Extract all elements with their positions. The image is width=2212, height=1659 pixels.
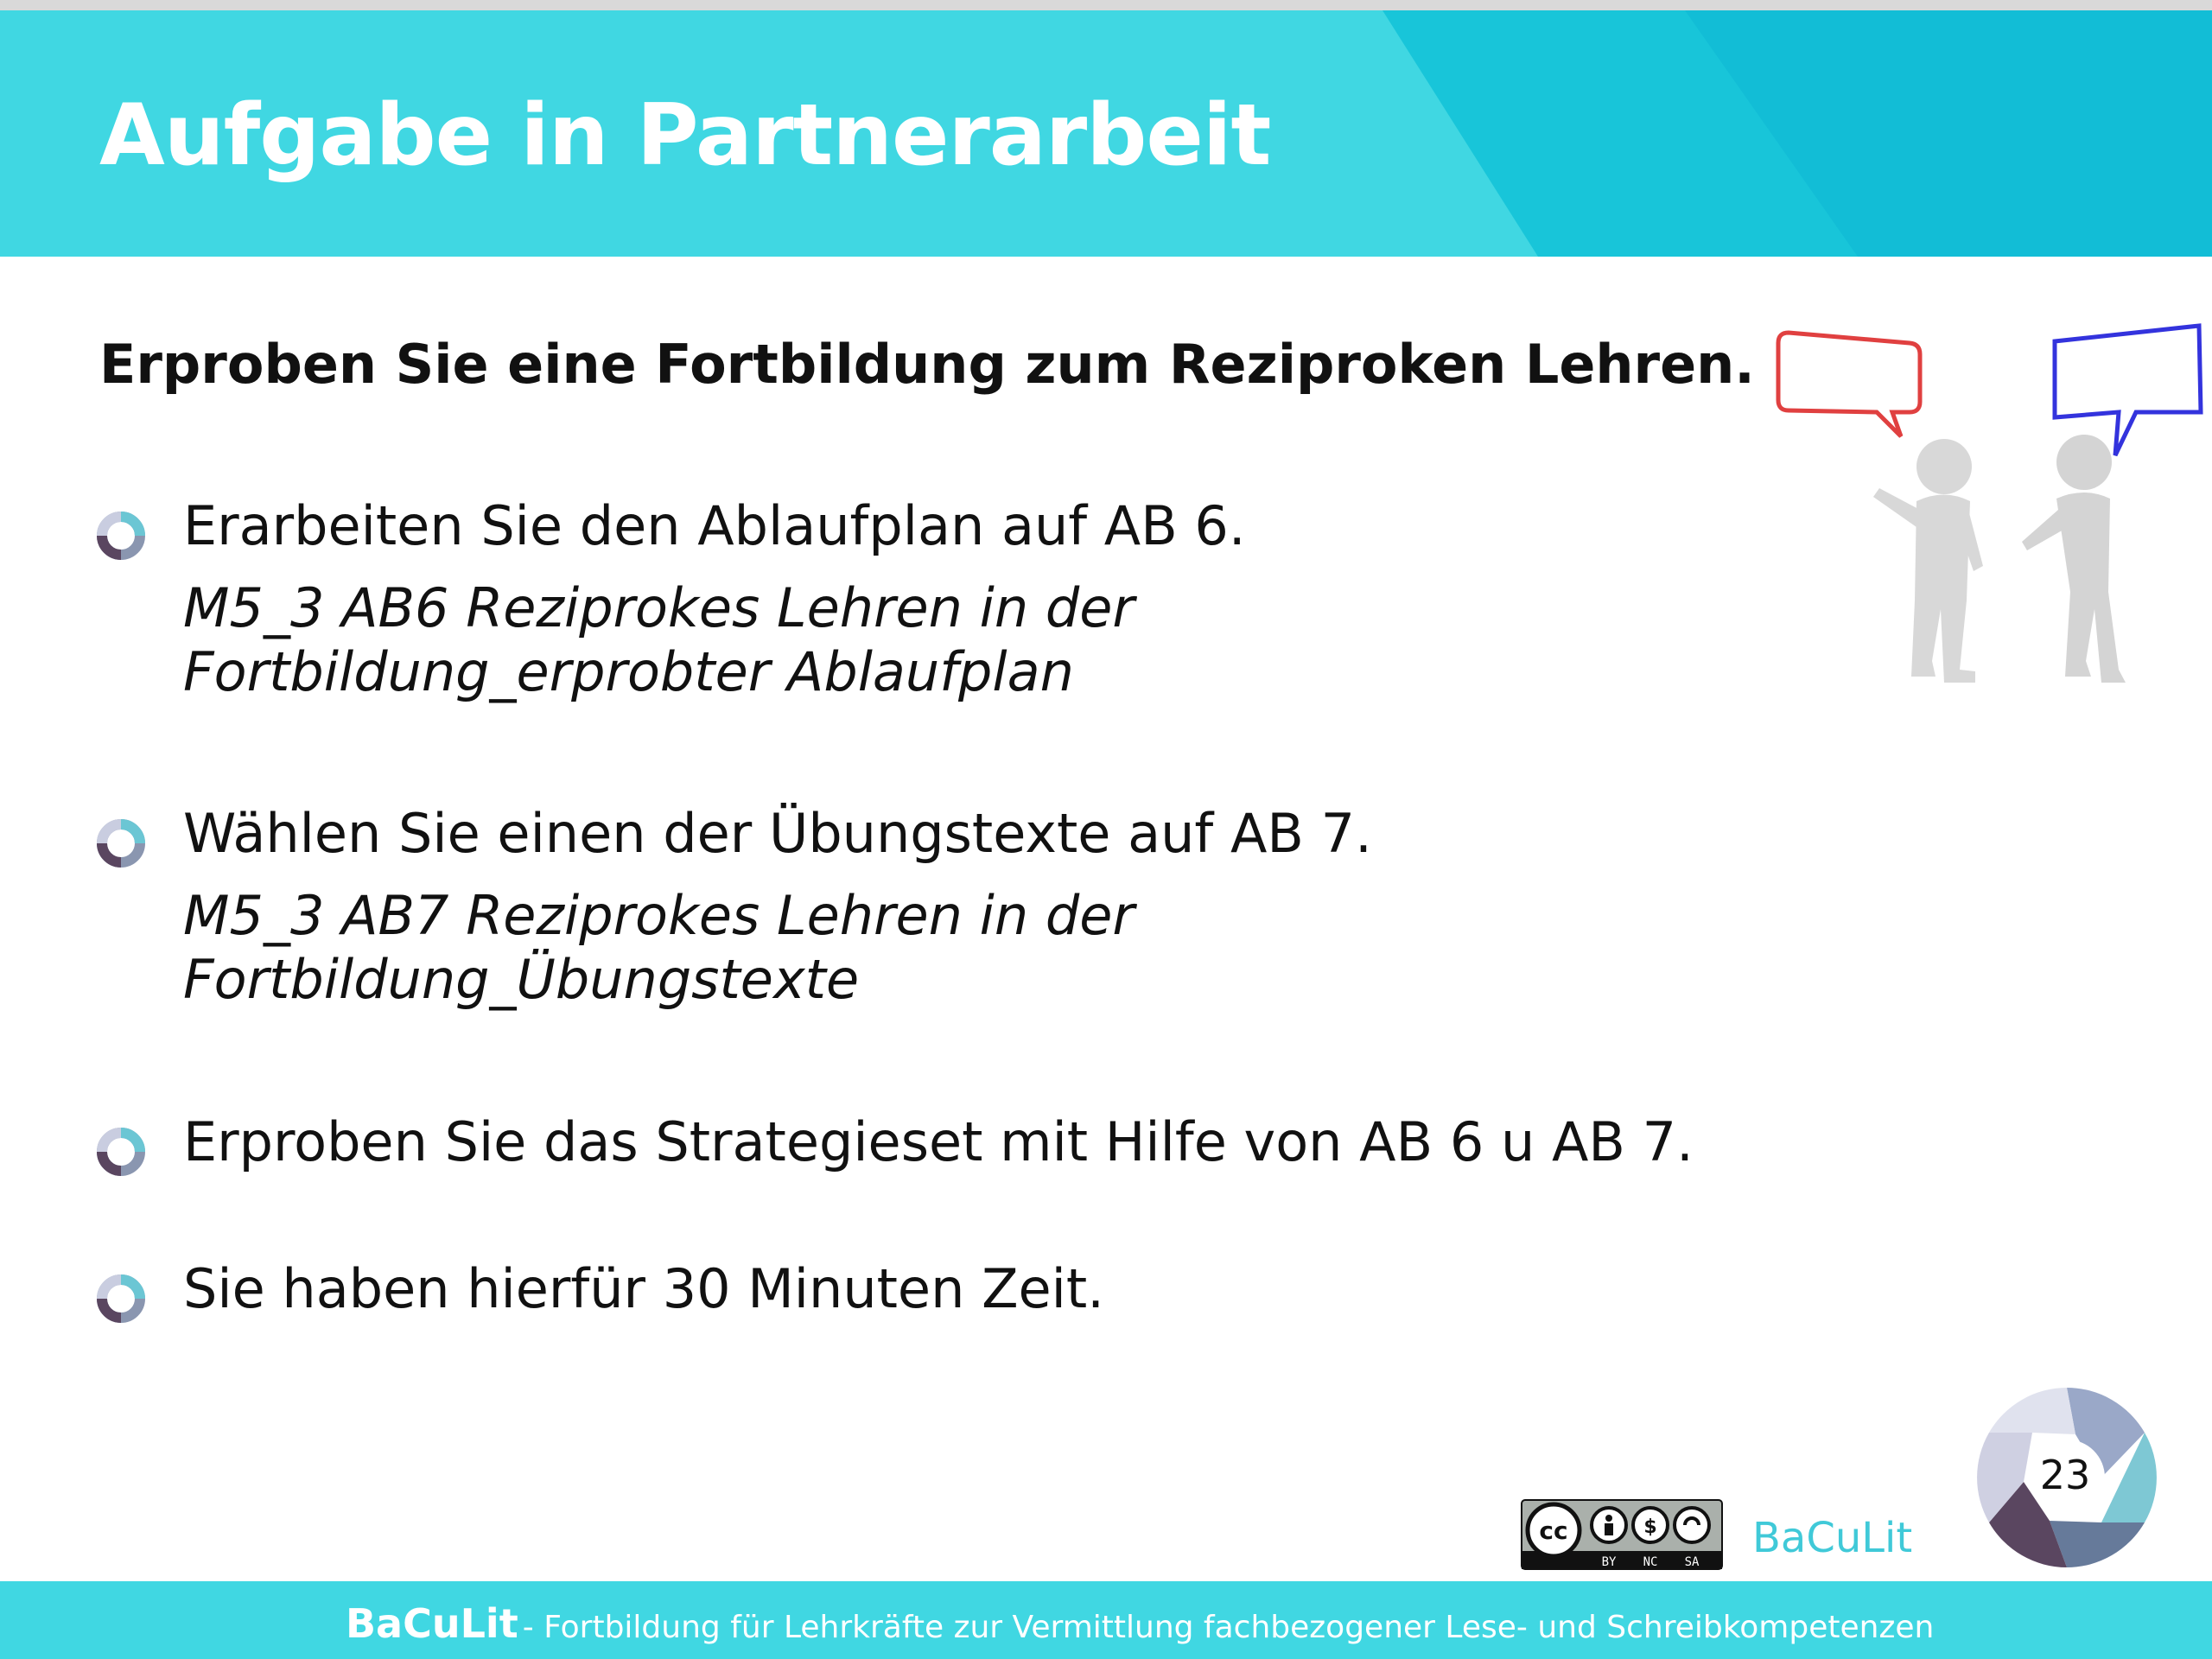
figure-right [2022, 435, 2126, 683]
people-talking-illustration [1763, 315, 2212, 696]
svg-text:NC: NC [1643, 1555, 1658, 1569]
figure-left [1873, 439, 1983, 683]
slide-title: Aufgabe in Partnerarbeit [99, 86, 1271, 185]
svg-text:SA: SA [1684, 1555, 1700, 1569]
svg-text:$: $ [1643, 1516, 1657, 1538]
bullet-reference [183, 884, 1135, 1012]
speech-bubble-left [1778, 333, 1920, 436]
bullet-text: Wählen Sie einen der Übungstexte auf AB 7. [183, 802, 1372, 865]
reference-line: M5_3 AB6 Reziprokes Lehren in der [183, 576, 1135, 639]
slide-footer [0, 1581, 2212, 1659]
bullet-ring-icon [95, 1126, 147, 1178]
bullet-ring-icon [95, 817, 147, 869]
top-border [0, 0, 2212, 10]
page-number: 23 [2039, 1452, 2091, 1498]
footer-description: - Fortbildung für Lehrkräfte zur Vermittlung fachbezogener Lese- und Schreibkompetenzen [522, 1610, 1935, 1645]
bullet-text: Erproben Sie das Strategieset mit Hilfe von AB 6 u AB 7. [183, 1110, 1694, 1173]
slide-header [0, 10, 2212, 257]
bullet-reference [183, 576, 1135, 704]
svg-text:BY: BY [1601, 1555, 1617, 1569]
reference-line: Fortbildung_Übungstexte [183, 948, 860, 1011]
slide-subtitle: Erproben Sie eine Fortbildung zum Reziproken Lehren. [99, 333, 1755, 396]
footer-brand: BaCuLit [346, 1600, 518, 1647]
creative-commons-icon [1521, 1499, 1723, 1570]
svg-text:cc: cc [1539, 1516, 1568, 1545]
brand-label: BaCuLit [1752, 1514, 1913, 1562]
footer-line [346, 1600, 1934, 1647]
bullet-ring-icon [95, 1273, 147, 1325]
bullet-text: Erarbeiten Sie den Ablaufplan auf AB 6. [183, 494, 1246, 557]
reference-line: M5_3 AB7 Reziprokes Lehren in der [183, 884, 1135, 947]
bullet-text: Sie haben hierfür 30 Minuten Zeit. [183, 1257, 1104, 1320]
bullet-ring-icon [95, 510, 147, 562]
reference-line: Fortbildung_erprobter Ablaufplan [183, 640, 1074, 703]
